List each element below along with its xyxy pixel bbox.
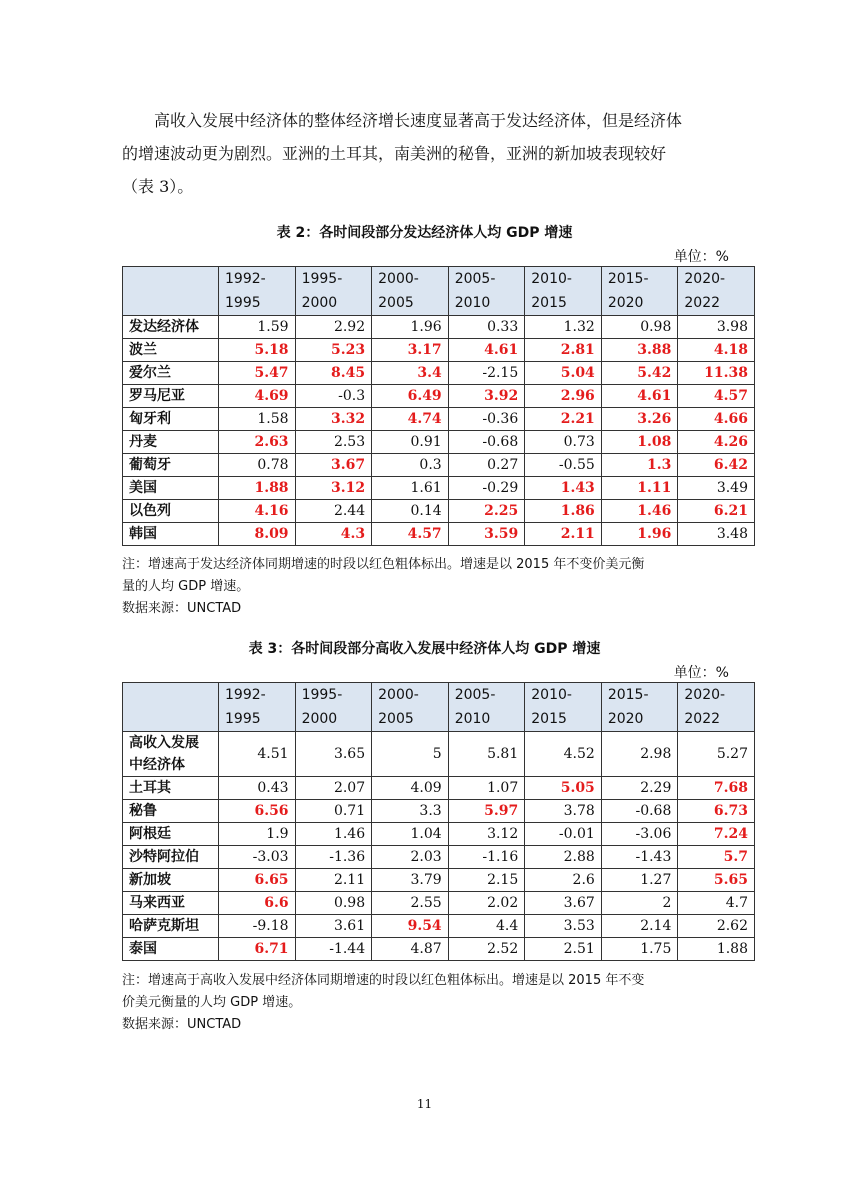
table3-cell: 1.75 (601, 938, 678, 961)
table2-row (123, 454, 755, 477)
table3-row-aggregate (123, 732, 755, 777)
table2-cell: -2.15 (448, 362, 525, 385)
table3-cell: 3.12 (448, 823, 525, 846)
table2-header: 2010- 2015 (525, 267, 602, 316)
table2-cell: 4.57 (372, 523, 449, 546)
table3-header: 2005- 2010 (448, 683, 525, 732)
table2-header: 2015- 2020 (601, 267, 678, 316)
table3-row-name: 阿根廷 (123, 823, 219, 846)
table2-cell: 2.53 (295, 431, 372, 454)
table3-note (122, 970, 742, 1036)
table3-note-line-1: 注：增速高于高收入发展中经济体同期增速的时段以红色粗体标出。增速是以 2015 年不变 (122, 973, 645, 988)
table3-row-name: 新加坡 (123, 869, 219, 892)
table3-row-name: 马来西亚 (123, 892, 219, 915)
table3-row (123, 938, 755, 961)
table3-cell: 7.68 (678, 777, 755, 800)
table3-header: 2015- 2020 (601, 683, 678, 732)
table3-cell: 2.98 (601, 732, 678, 777)
table3-cell: 7.24 (678, 823, 755, 846)
table3-cell: 5.81 (448, 732, 525, 777)
table3-cell: 2.07 (295, 777, 372, 800)
table2-cell: 4.3 (295, 523, 372, 546)
table2-row (123, 523, 755, 546)
table2-cell: 5.47 (219, 362, 296, 385)
table3-cell: 5.27 (678, 732, 755, 777)
table2-cell: 3.26 (601, 408, 678, 431)
table2-row-name: 发达经济体 (123, 316, 219, 339)
table3-cell: 5.7 (678, 846, 755, 869)
table3-cell: 6.71 (219, 938, 296, 961)
table3-cell: 2.29 (601, 777, 678, 800)
table2-row-name: 以色列 (123, 500, 219, 523)
table3-header: 2020- 2022 (678, 683, 755, 732)
table2-cell: 3.49 (678, 477, 755, 500)
table3-row-name: 土耳其 (123, 777, 219, 800)
table3-unit: 单位：% (673, 665, 729, 681)
table3-cell: -1.43 (601, 846, 678, 869)
table3-cell: 3.3 (372, 800, 449, 823)
intro-paragraph (122, 104, 742, 203)
table2-cell: 0.27 (448, 454, 525, 477)
table3-row-name: 哈萨克斯坦 (123, 915, 219, 938)
table3-cell: 4.4 (448, 915, 525, 938)
table3-row-name: 高收入发展 中经济体 (123, 732, 219, 777)
table3-cell: 1.07 (448, 777, 525, 800)
table2-cell: 0.3 (372, 454, 449, 477)
table3-cell: 2 (601, 892, 678, 915)
table2-row (123, 408, 755, 431)
table2-cell: 3.67 (295, 454, 372, 477)
table3-cell: 4.09 (372, 777, 449, 800)
table3-row (123, 892, 755, 915)
table3-cell: 2.51 (525, 938, 602, 961)
table2-cell: 3.32 (295, 408, 372, 431)
table3-cell: -0.01 (525, 823, 602, 846)
table2-cell: -0.3 (295, 385, 372, 408)
table3-row (123, 800, 755, 823)
table2-cell: 4.18 (678, 339, 755, 362)
table2-cell: 3.88 (601, 339, 678, 362)
table3-cell: -1.36 (295, 846, 372, 869)
table2-cell: 2.44 (295, 500, 372, 523)
table2-cell: 0.98 (601, 316, 678, 339)
table2-cell: 2.63 (219, 431, 296, 454)
table2-cell: 2.25 (448, 500, 525, 523)
table2-cell: 1.88 (219, 477, 296, 500)
table3-cell: 4.52 (525, 732, 602, 777)
table2-cell: 6.21 (678, 500, 755, 523)
table2-row-name: 波兰 (123, 339, 219, 362)
table2-cell: 3.48 (678, 523, 755, 546)
table2-cell: 1.43 (525, 477, 602, 500)
table2-row-name: 罗马尼亚 (123, 385, 219, 408)
table2-header-row (123, 267, 755, 316)
table3-cell: 6.56 (219, 800, 296, 823)
table3-row (123, 823, 755, 846)
table3-header: 1995- 2000 (295, 683, 372, 732)
table2-cell: -0.29 (448, 477, 525, 500)
table2-row (123, 316, 755, 339)
table3-header: 2010- 2015 (525, 683, 602, 732)
table2-cell: -0.68 (448, 431, 525, 454)
table3-cell: 2.52 (448, 938, 525, 961)
table2-cell: 3.98 (678, 316, 755, 339)
table3-cell: 2.02 (448, 892, 525, 915)
table3-cell: 2.6 (525, 869, 602, 892)
table2-cell: 1.46 (601, 500, 678, 523)
table3-row-name: 泰国 (123, 938, 219, 961)
table3-cell: -1.44 (295, 938, 372, 961)
table3-cell: 2.62 (678, 915, 755, 938)
table3-row (123, 915, 755, 938)
table3-cell: 4.7 (678, 892, 755, 915)
page-number: 11 (416, 1097, 433, 1111)
table2-cell: 0.91 (372, 431, 449, 454)
table3-cell: 3.79 (372, 869, 449, 892)
table2-cell: 0.33 (448, 316, 525, 339)
table2-cell: 5.04 (525, 362, 602, 385)
table2-cell: 5.23 (295, 339, 372, 362)
table3-cell: 9.54 (372, 915, 449, 938)
table3-cell: 1.46 (295, 823, 372, 846)
table3-cell: 6.6 (219, 892, 296, 915)
table2-cell: 4.61 (601, 385, 678, 408)
table3-row-name: 沙特阿拉伯 (123, 846, 219, 869)
table2-cell: 3.4 (372, 362, 449, 385)
table2-header: 1992- 1995 (219, 267, 296, 316)
table3-cell: 3.61 (295, 915, 372, 938)
table2-cell: 1.3 (601, 454, 678, 477)
table2-cell: 11.38 (678, 362, 755, 385)
table2-cell: 1.58 (219, 408, 296, 431)
table3-row (123, 777, 755, 800)
table3-cell: -0.68 (601, 800, 678, 823)
table3-cell: 1.88 (678, 938, 755, 961)
table3-header-row (123, 683, 755, 732)
table2-row-name: 葡萄牙 (123, 454, 219, 477)
table3-cell: 6.73 (678, 800, 755, 823)
table2-cell: 4.57 (678, 385, 755, 408)
table2-header: 1995- 2000 (295, 267, 372, 316)
table3-cell: 2.55 (372, 892, 449, 915)
table2-cell: 8.09 (219, 523, 296, 546)
table2-cell: 4.66 (678, 408, 755, 431)
table2-cell: -0.36 (448, 408, 525, 431)
table3-cell: 2.88 (525, 846, 602, 869)
table3-cell: 1.04 (372, 823, 449, 846)
table3-row (123, 846, 755, 869)
table2-row (123, 431, 755, 454)
table3-title: 表 3：各时间段部分高收入发展中经济体人均 GDP 增速 (248, 641, 601, 657)
table2-cell: 0.73 (525, 431, 602, 454)
table2-cell: 1.32 (525, 316, 602, 339)
table3-cell: 5 (372, 732, 449, 777)
table2-cell: 2.21 (525, 408, 602, 431)
table2-note (122, 554, 742, 620)
table2-cell: 2.11 (525, 523, 602, 546)
table2-header: 2020- 2022 (678, 267, 755, 316)
table3-cell: -3.03 (219, 846, 296, 869)
table3-cell: 2.03 (372, 846, 449, 869)
table2-cell: 3.17 (372, 339, 449, 362)
table2-row (123, 477, 755, 500)
table2-cell: 0.14 (372, 500, 449, 523)
table2-header-blank (123, 267, 219, 316)
table3-cell: 3.53 (525, 915, 602, 938)
table3-cell: 2.15 (448, 869, 525, 892)
table2-cell: 1.96 (601, 523, 678, 546)
table2-title: 表 2：各时间段部分发达经济体人均 GDP 增速 (276, 225, 573, 241)
intro-line-2: 的增速波动更为剧烈。亚洲的土耳其，南美洲的秘鲁，亚洲的新加坡表现较好 (122, 144, 667, 163)
intro-line-1: 高收入发展中经济体的整体经济增长速度显著高于发达经济体，但是经济体 (154, 111, 683, 130)
table2-cell: 5.18 (219, 339, 296, 362)
table3-cell: 4.87 (372, 938, 449, 961)
table2-cell: 1.08 (601, 431, 678, 454)
table3-cell: 5.65 (678, 869, 755, 892)
table3-cell: -9.18 (219, 915, 296, 938)
table2-note-line-2: 量的人均 GDP 增速。 (122, 579, 250, 594)
table2-row (123, 362, 755, 385)
table2-cell: 1.86 (525, 500, 602, 523)
table3-cell: 3.78 (525, 800, 602, 823)
table2-cell: 3.59 (448, 523, 525, 546)
table3-row (123, 869, 755, 892)
table3-cell: 2.14 (601, 915, 678, 938)
table3-cell: 0.71 (295, 800, 372, 823)
table2-cell: 1.11 (601, 477, 678, 500)
table2-cell: 1.96 (372, 316, 449, 339)
table3-cell: 0.98 (295, 892, 372, 915)
table3 (122, 682, 755, 961)
table2-cell: 4.69 (219, 385, 296, 408)
table3-cell: 5.05 (525, 777, 602, 800)
table2-header: 2000- 2005 (372, 267, 449, 316)
table2-cell: 2.96 (525, 385, 602, 408)
table2-row (123, 339, 755, 362)
table3-cell: 5.97 (448, 800, 525, 823)
table2-cell: 5.42 (601, 362, 678, 385)
intro-line-3: （表 3）。 (122, 177, 194, 196)
table2-unit: 单位：% (673, 249, 729, 265)
table2-note-line-1: 注：增速高于发达经济体同期增速的时段以红色粗体标出。增速是以 2015 年不变价美元衡 (122, 557, 645, 572)
table2-row (123, 500, 755, 523)
table2-row-name: 美国 (123, 477, 219, 500)
table2-cell: 6.49 (372, 385, 449, 408)
table2-cell: 2.81 (525, 339, 602, 362)
table2-cell: 2.92 (295, 316, 372, 339)
table3-header: 2000- 2005 (372, 683, 449, 732)
table3-note-line-2: 价美元衡量的人均 GDP 增速。 (122, 995, 302, 1010)
table2-cell: 0.78 (219, 454, 296, 477)
table2-cell: 4.74 (372, 408, 449, 431)
table3-header-blank (123, 683, 219, 732)
table2-cell: 3.12 (295, 477, 372, 500)
table2-cell: 6.42 (678, 454, 755, 477)
table2-source: 数据来源：UNCTAD (122, 601, 242, 616)
table2-header: 2005- 2010 (448, 267, 525, 316)
table3-cell: 1.27 (601, 869, 678, 892)
table3-cell: 4.51 (219, 732, 296, 777)
table2-row-name: 丹麦 (123, 431, 219, 454)
table3-cell: 6.65 (219, 869, 296, 892)
table2-cell: -0.55 (525, 454, 602, 477)
table3-cell: 1.9 (219, 823, 296, 846)
table2-cell: 4.16 (219, 500, 296, 523)
table2-row-name: 匈牙利 (123, 408, 219, 431)
table2-cell: 3.92 (448, 385, 525, 408)
table3-cell: 3.67 (525, 892, 602, 915)
table2-cell: 1.61 (372, 477, 449, 500)
table3-source: 数据来源：UNCTAD (122, 1017, 242, 1032)
table2-row-name: 爱尔兰 (123, 362, 219, 385)
table2-cell: 4.26 (678, 431, 755, 454)
table2 (122, 266, 755, 546)
table3-row-name: 秘鲁 (123, 800, 219, 823)
table2-cell: 4.61 (448, 339, 525, 362)
table2-cell: 8.45 (295, 362, 372, 385)
table3-cell: 3.65 (295, 732, 372, 777)
table2-row-name: 韩国 (123, 523, 219, 546)
table2-row (123, 385, 755, 408)
table3-cell: -1.16 (448, 846, 525, 869)
table2-cell: 1.59 (219, 316, 296, 339)
table3-header: 1992- 1995 (219, 683, 296, 732)
table3-cell: 2.11 (295, 869, 372, 892)
table3-cell: -3.06 (601, 823, 678, 846)
table3-cell: 0.43 (219, 777, 296, 800)
